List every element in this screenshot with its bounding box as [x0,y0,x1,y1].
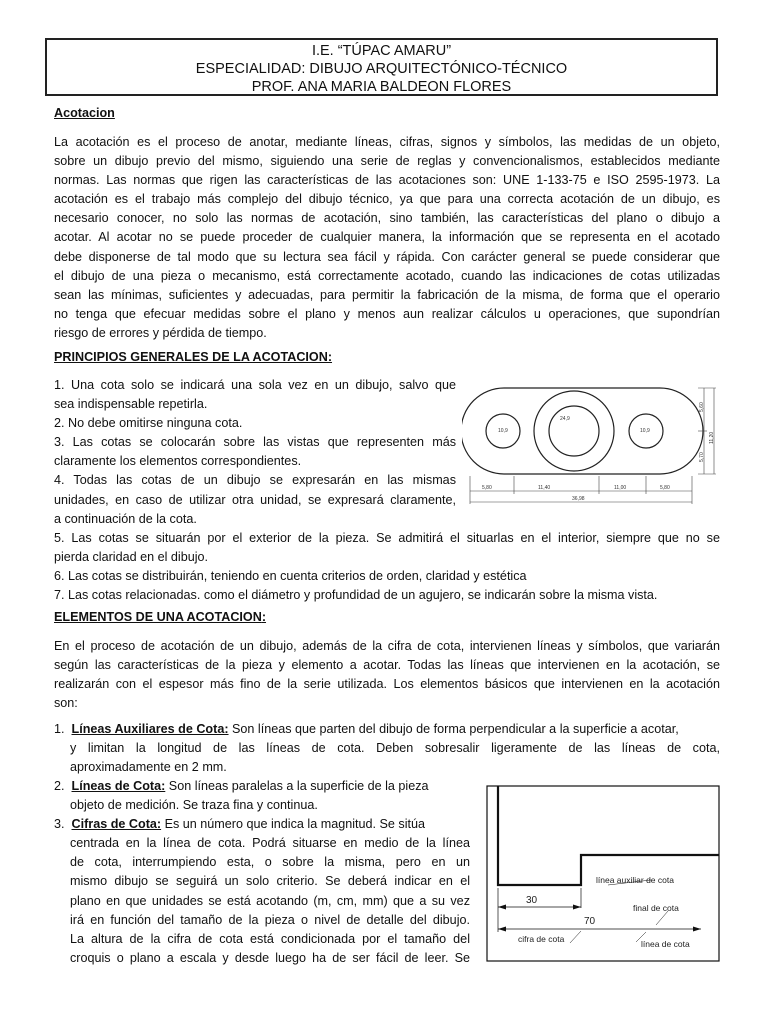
paragraph-line: riesgo de errores y pérdida de tiempo. [54,325,267,340]
intro-line: son: [54,696,78,711]
item-text: plano en que unidades se está acotando (m, cm, mm) que a su vez [70,893,470,908]
dim-label: 11,40 [538,485,551,491]
elementos-items-2-3 [54,777,470,968]
dim-label: 5,80 [660,485,670,491]
paragraph-line: debe disponerse de tal modo que su lectura sea fácil y rápida. Con carácter general se puede considerar que [54,249,720,264]
paragraph-line: el dibujo de una pieza o mecanismo, está correctamente acotado, cuando las indicaciones de cotas utilizadas [54,268,720,283]
item-text: La altura de la cifra de cota está condicionada por el tamaño del [70,931,470,946]
item-text: croquis o plano a escala y desde luego ha de ser fácil de leer. Se [70,950,470,965]
principio-line: sea indispensable repetirla. [54,397,208,412]
item-label-lineas-auxiliares: Líneas Auxiliares de Cota: [71,722,229,736]
item-label-cifras-cota: Cifras de Cota: [71,817,162,832]
elementos-intro [54,637,720,713]
item-text: de cota, interrumpiendo esta, o sobre la misma, pero en un [70,855,470,870]
dimension-elements-figure [486,785,720,962]
item-text: Son líneas que parten del dibujo de forma perpendicular a la superficie a acotar, [228,722,679,736]
plate-dimension-figure [462,378,720,506]
header-box [45,38,718,96]
paragraph-line: sobre un dibujo previo del mismo, siguiendo una serie de reglas y convencionalismos, establecidos mediante [54,154,720,169]
intro-line: según las características de la pieza y elemento a acotar. Todas las líneas que intervienen en la acotación, se [54,658,720,673]
principio-line: 6. Las cotas se distribuirán, teniendo en cuenta criterios de orden, claridad y estética [54,569,527,584]
elementos-title-text: ELEMENTOS DE UNA ACOTACION [54,610,262,624]
paragraph-line: acotar. Al acotar no se puede proceder de cualquier manera, la información que se representa en el acotado [54,230,720,245]
item-label-lineas-cota: Líneas de Cota: [71,779,166,793]
arrow-head [498,905,506,910]
dim-label: 11,20 [709,431,715,444]
item-number: 3. [54,817,65,832]
dim-label: 11,00 [614,485,627,491]
principio-line: 7. Las cotas relacionadas. como el diámetro y profundidad de un agujero, se indicarán sobre la misma vista. [54,588,658,603]
center-hole-label: 24,9 [560,416,570,422]
item-text: centrada en la línea de cota. Podrá situarse en medio de la línea [70,836,470,851]
value-30: 30 [526,895,538,906]
principio-line: pierda claridad en el dibujo. [54,550,209,565]
section-title-principios: PRINCIPIOS GENERALES DE LA ACOTACION: [54,350,333,364]
item-text: Son líneas paralelas a la superficie de la pieza [165,779,429,793]
paragraph-line: normas. Las normas que rigen las características de las acotaciones son: UNE 1-133-75 e ISO 2595-1973. La [54,173,720,188]
paragraph-line: sean las mínimas, suficientes y adecuadas, para permitir la fabricación de la misma, de forma que el operario [54,287,720,302]
dim-label: 5,70 [699,452,705,462]
item-text: y limitan la longitud de las líneas de cota. Deben sobresalir ligeramente de las líneas de cota, [70,741,720,756]
specialty: ESPECIALIDAD: DIBUJO ARQUITECTÓNICO-TÉCNICO [195,61,568,77]
item-text: Es un número que indica la magnitud. Se sitúa [161,817,426,832]
arrow-head [573,905,581,910]
item-text: mismo dibujo se seguirá un solo criterio. Se deberá indicar en el [70,874,470,889]
paragraph-line: acotación es el trabajo más complejo del dibujo técnico, ya que para una correcta acotación de un dibujo, es [54,192,720,207]
part-profile [498,786,719,885]
elementos-title-colon: : [261,610,267,624]
value-70: 70 [584,916,596,927]
principio-line: 5. Las cotas se situarán por el exterior de la pieza. Se admitirá el situarlas en el interior, siempre que no se [54,531,720,545]
section-title-acotacion: Acotacion [54,106,115,120]
paragraph-line: no tenga que efecuar medidas sobre el plano y menos aun realizar cálculos u operaciones, que supondrían [54,306,720,321]
principios-list-wide [54,529,720,605]
item-text: aproximadamente en 2 mm. [70,760,227,775]
section-title-elementos [54,610,266,624]
intro-line: realizarán con el espesor más fino de la serie utilizada. Los elementos básicos que intervienen en la acotación [54,677,720,692]
paragraph-line: necesario conocer, no solo las normas de acotación, sino también, las características del plano o dibujo a [54,211,720,226]
label-cifra-cota: cifra de cota [518,934,565,944]
elementos-item-1 [54,720,720,777]
paragraph-line: La acotación es el proceso de anotar, mediante líneas, cifras, signos y símbolos, las medidas de un objeto, [54,135,720,149]
intro-line: En el proceso de acotación de un dibujo, además de la cifra de cota, intervienen líneas y símbolos, que variarán [54,639,720,653]
principio-line: 2. No debe omitirse ninguna cota. [54,416,243,431]
item-text: irá en función del tamaño de la pieza o nivel de detalle del dibujo. [70,912,470,927]
arrow-head [498,927,506,932]
hole-left-label: 10,9 [498,428,508,434]
principio-line: unidades, en caso de utilizar otra unidad, se expresará claramente, [54,492,456,507]
principio-line: 3. Las cotas se colocarán sobre las vistas que representen más [54,435,456,450]
label-final-cota: final de cota [633,903,679,913]
principio-line: claramente los elementos correspondientes. [54,454,302,469]
principios-list-narrow [54,376,456,529]
label-linea-cota: línea de cota [641,939,690,949]
dim-label: 5,80 [482,485,492,491]
principio-line: 1. Una cota solo se indicará una sola vez en un dibujo, salvo que [54,378,456,392]
item-number: 2. [54,779,65,793]
center-ring-outer [534,391,614,471]
dim-label: 5,60 [699,402,705,412]
acotacion-paragraph [54,133,720,343]
hole-right-label: 10,9 [640,428,650,434]
label-linea-auxiliar: línea auxiliar de cota [596,875,674,885]
school-name: I.E. “TÚPAC AMARU” [311,43,452,59]
professor: PROF. ANA MARIA BALDEON FLORES [251,79,512,95]
principio-line: a continuación de la cota. [54,511,197,526]
center-ring-inner [549,406,599,456]
principio-line: 4. Todas las cotas de un dibujo se expresarán en las mismas [54,473,456,488]
item-text: objeto de medición. Se traza fina y continua. [70,798,318,813]
item-number: 1. [54,722,65,736]
dim-total-label: 36,98 [572,496,585,502]
arrow-head [693,927,701,932]
